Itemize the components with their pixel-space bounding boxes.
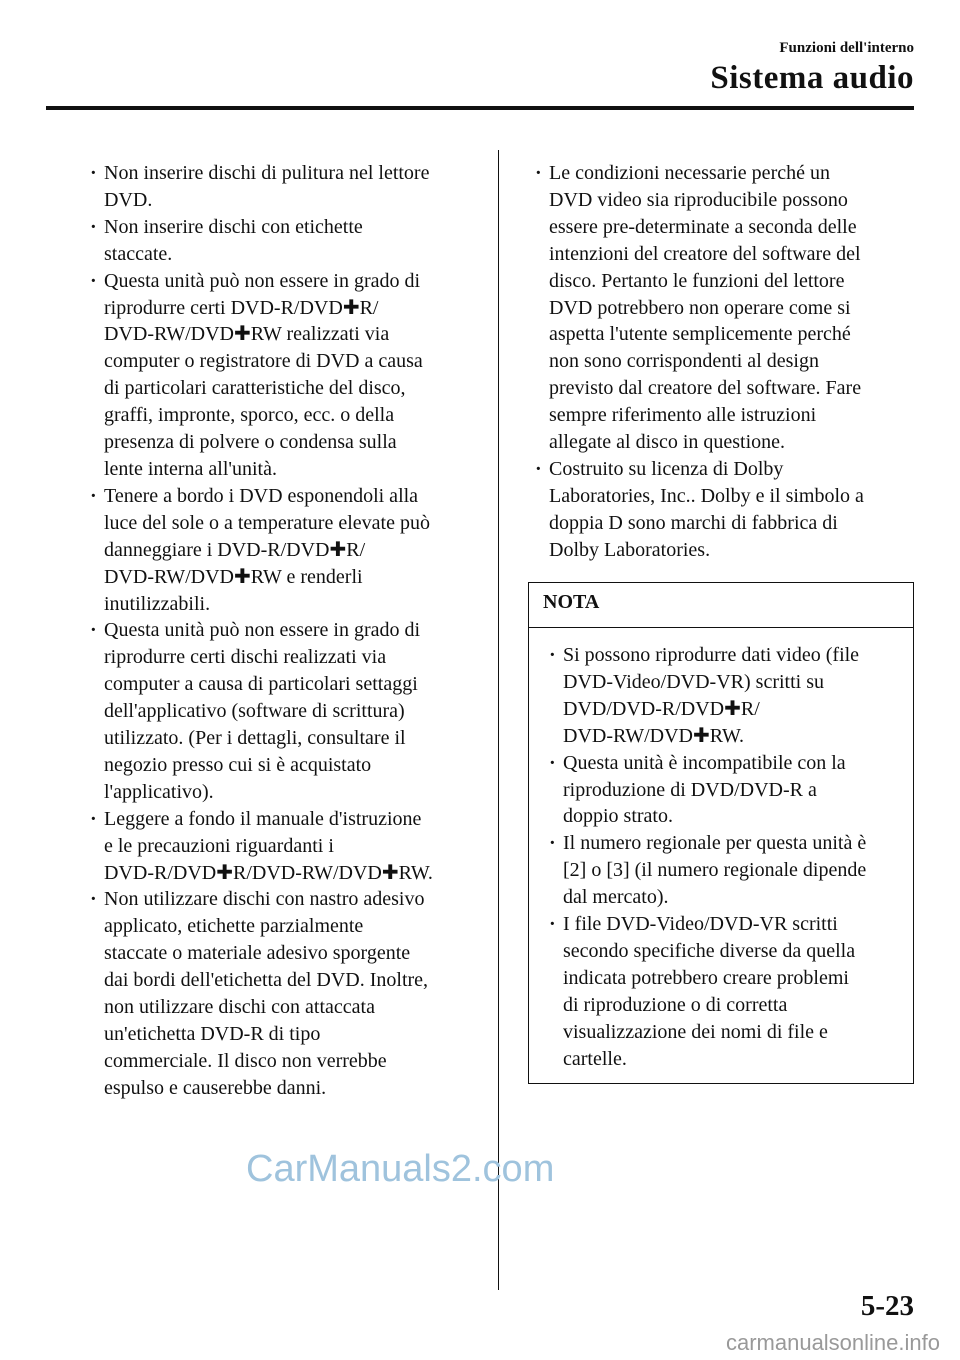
list-item: · Costruito su licenza di Dolby Laboratories, Inc.. Dolby e il simbolo a doppia D sono marchi di fabbrica di Dolby Laboratories. (525, 456, 915, 564)
list-item: · Si possono riprodurre dati video (file DVD-Video/DVD-VR) scritti su DVD/DVD-R/DVD✚R/ DVD-RW/DVD✚RW. (539, 642, 905, 750)
header-rule (46, 106, 914, 110)
nota-heading: NOTA (529, 583, 913, 628)
list-item: · Questa unità può non essere in grado di riprodurre certi DVD-R/DVD✚R/ DVD-RW/DVD✚RW realizzati via computer o registratore di DVD a causa di particolari caratteristiche del disco, graffi, impronte, sporco, ecc. o della presenza di polvere o condensa sulla lente interna all'unità. (80, 268, 480, 483)
column-divider (498, 150, 499, 1290)
list-item: · I file DVD-Video/DVD-VR scritti secondo specifiche diverse da quella indicata potrebbero creare problemi di riproduzione o di corretta visualizzazione dei nomi di file e cartelle. (539, 911, 905, 1072)
list-item: · Non inserire dischi con etichette staccate. (80, 214, 480, 268)
page-title: Sistema audio (710, 60, 914, 96)
right-bullet-list (525, 160, 915, 564)
list-item: · Tenere a bordo i DVD esponendoli alla luce del sole o a temperature elevate può danneggiare i DVD-R/DVD✚R/ DVD-RW/DVD✚RW e renderli inutilizzabili. (80, 483, 480, 618)
left-column (80, 160, 480, 1102)
list-item: · Non inserire dischi di pulitura nel lettore DVD. (80, 160, 480, 214)
page-number: 5-23 (860, 1290, 914, 1322)
watermark: CarManuals2.com (246, 1148, 555, 1190)
list-item: · Le condizioni necessarie perché un DVD video sia riproducibile possono essere pre-determinate a seconda delle intenzioni del creatore del software del disco. Pertanto le funzioni del lettore DVD potrebbero non operare come si aspetta l'utente semplicemente perché non sono corrispondenti al design previsto dal creatore del software. Fare sempre riferimento alle istruzioni allegate al disco in questione. (525, 160, 915, 456)
nota-bullet-list (539, 642, 905, 1073)
section-label: Funzioni dell'interno (779, 40, 914, 56)
footer-watermark: carmanualsonline.info (725, 1330, 940, 1355)
list-item: · Non utilizzare dischi con nastro adesivo applicato, etichette parzialmente staccate o materiale adesivo sporgente dai bordi dell'etichetta del DVD. Inoltre, non utilizzare dischi con attaccata un'etichetta DVD-R di tipo commerciale. Il disco non verrebbe espulso e causerebbe danni. (80, 886, 480, 1101)
left-bullet-list (80, 160, 480, 1102)
nota-body (529, 628, 913, 1083)
right-column (525, 160, 915, 564)
list-item: · Questa unità può non essere in grado di riprodurre certi dischi realizzati via computer a causa di particolari settaggi dell'applicativo (software di scrittura) utilizzato. (Per i dettagli, consultare il negozio presso cui si è acquistato l'applicativo). (80, 617, 480, 805)
list-item: · Leggere a fondo il manuale d'istruzione e le precauzioni riguardanti i DVD-R/DVD✚R/DVD-RW/DVD✚RW. (80, 806, 480, 887)
nota-box (528, 582, 914, 1084)
list-item: · Il numero regionale per questa unità è [2] o [3] (il numero regionale dipende dal mercato). (539, 830, 905, 911)
list-item: · Questa unità è incompatibile con la riproduzione di DVD/DVD-R a doppio strato. (539, 750, 905, 831)
